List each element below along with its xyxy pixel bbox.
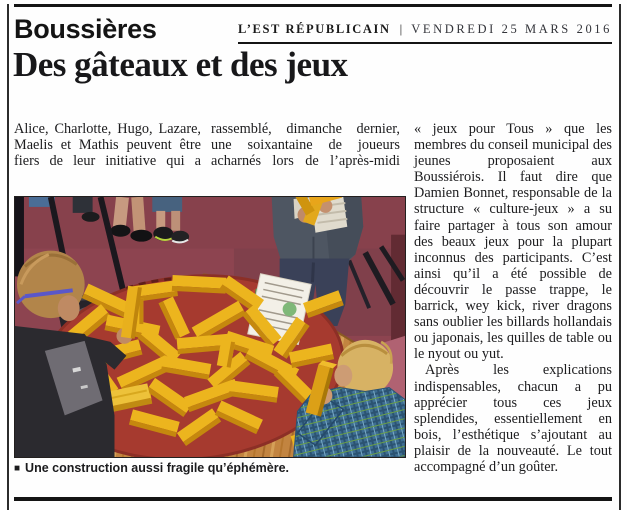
masthead-date: VENDREDI 25 MARS 2016 [411, 22, 612, 36]
article-photo [14, 196, 406, 458]
left-border-rule [7, 4, 9, 510]
right-border-rule [619, 4, 621, 510]
article-column-3 [414, 121, 612, 475]
article-paragraph: Alice, Charlotte, Hugo, Lazare, Maelis et Mathis peuvent être fiers de leur initiative qui a [14, 121, 201, 170]
section-kicker: Boussières [14, 14, 157, 44]
photo-caption [14, 461, 289, 475]
top-rule [14, 4, 612, 7]
article-paragraph: « jeux pour Tous » que les membres du conseil municipal des jeunes proposaient aux Boussiérois. Il faut dire que Damien Bonnet, responsable de la structure « culture-jeux » a su faire partager à tous son amour des beaux jeux pour la plupart inconnus des participants. C’est ainsi qu’il a été possible de découvrir le passe trappe, le barrick, wey kick, river dragons sans oublier les billards hollandais ou japonais, les quilles de table ou le nyout ou yut. [414, 121, 612, 363]
article-column-1 [14, 121, 201, 169]
article-headline: Des gâteaux et des jeux [13, 45, 348, 84]
photo-illustration [15, 197, 405, 457]
masthead [238, 20, 612, 44]
masthead-publication: L’EST RÉPUBLICAIN [238, 22, 391, 36]
bottom-rule [14, 497, 612, 501]
caption-text: Une construction aussi fragile qu’éphémère. [25, 461, 289, 475]
caption-bullet-icon: ■ [14, 463, 21, 474]
article-paragraph: rassemblé, dimanche dernier, une soixantaine de joueurs acharnés lors de l’après-midi [211, 121, 400, 170]
article-paragraph: Après les explications indispensables, chacun a pu apprécier tous ces jeux splendides, essentiellement en bois, l’esthétique s’ajoutant au plaisir de la nouveauté. Le tout accompagné d’un goûter. [414, 362, 612, 475]
article-column-2 [211, 121, 400, 169]
masthead-separator: | [399, 21, 403, 36]
